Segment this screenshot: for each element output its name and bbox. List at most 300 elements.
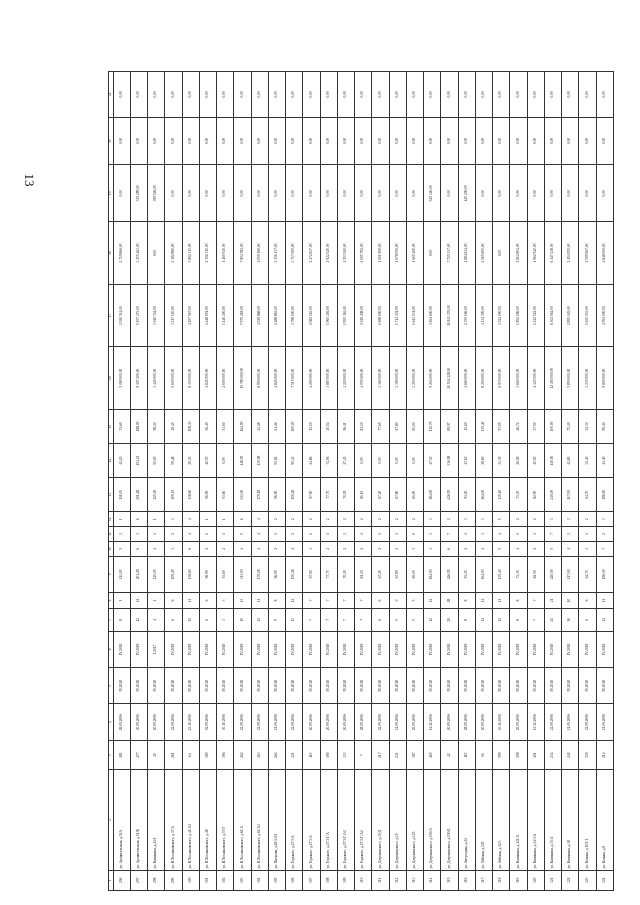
table-cell: 0,00	[544, 117, 561, 165]
table-cell: 77,75	[320, 478, 337, 512]
table-cell: 21.09.2006	[268, 704, 285, 740]
table-cell: 22.09.2006	[286, 704, 303, 740]
table-cell: 0,00	[389, 444, 406, 478]
table-cell: 0,00	[475, 165, 492, 222]
table-cell: 82,50	[527, 478, 544, 512]
table-cell: 02.09.2006	[199, 704, 216, 740]
table-cell: 309	[337, 870, 354, 890]
table-cell: 1 884 634,00	[458, 222, 475, 285]
table-cell: 164,90	[234, 409, 251, 443]
table-cell: 1	[199, 512, 216, 527]
table-cell: IV.2018	[268, 668, 285, 704]
table-cell: 5 080 000,00	[113, 347, 130, 410]
table-cell: 0,00	[234, 72, 251, 118]
table-cell: 0,00	[217, 444, 234, 478]
table-cell: 64,70	[579, 478, 596, 512]
table-cell: 465	[424, 740, 441, 770]
table-cell: 28.09.2006	[355, 704, 372, 740]
table-cell: 5	[234, 527, 251, 542]
table-cell: 7 804 782,00	[234, 222, 251, 285]
table-row	[372, 72, 389, 891]
address-cell: ул. В.Хохлаковского, д.48	[199, 770, 216, 870]
table-cell: 1	[372, 527, 389, 542]
table-cell: 136,70	[424, 409, 441, 443]
table-row	[303, 72, 320, 891]
table-cell: 303	[234, 870, 251, 890]
table-cell: 0,00	[251, 117, 268, 165]
table-cell: IV.2018	[303, 631, 320, 667]
table-cell: 96,90	[268, 478, 285, 512]
table-cell: 30.09.2006	[130, 704, 147, 740]
table-cell: 549 340,00	[424, 165, 441, 222]
table-cell: 4	[148, 541, 165, 556]
table-cell: 299	[165, 870, 182, 890]
table-cell: IV.2018	[493, 631, 510, 667]
table-cell: 0,00	[493, 165, 510, 222]
table-row	[234, 72, 251, 891]
table-cell: 0,00	[355, 72, 372, 118]
table-cell: 380	[199, 740, 216, 770]
table-cell: IV.2018	[441, 668, 458, 704]
table-row	[217, 72, 234, 891]
table-cell: 0,00	[165, 72, 182, 118]
table-cell: 0,00	[579, 165, 596, 222]
table-cell: 2 082 163,00	[303, 284, 320, 347]
table-cell: 4 290 000,00	[303, 347, 320, 410]
table-cell: 336,98	[441, 444, 458, 478]
table-cell: 4	[182, 512, 199, 527]
table-cell: 20,54	[320, 409, 337, 443]
table-cell: 201,28	[130, 478, 147, 512]
table-cell: 65,00	[406, 556, 423, 592]
table-cell: 25.09.2006	[406, 704, 423, 740]
table-cell: 7	[337, 593, 354, 609]
table-cell: 11	[182, 608, 199, 631]
table-cell: 3	[475, 512, 492, 527]
table-cell: 4	[251, 541, 268, 556]
table-cell: 23.10.2006	[182, 704, 199, 740]
table-cell: 0,00	[148, 117, 165, 165]
table-cell: 2	[199, 527, 216, 542]
table-cell: IV.2018	[510, 631, 527, 667]
table-cell: 240	[562, 740, 579, 770]
table-cell: 3	[165, 512, 182, 527]
table-cell: IV.2018	[424, 668, 441, 704]
table-cell: 1 643 531,00	[406, 284, 423, 347]
table-cell: 296	[113, 870, 130, 890]
table-cell: IV.2018	[251, 631, 268, 667]
table-cell: 90,32	[286, 444, 303, 478]
table-cell: 1	[562, 527, 579, 542]
table-cell: 2 122 522,00	[527, 284, 544, 347]
address-cell: ул. Конная, д.10/1/1	[579, 770, 596, 870]
table-cell: IV.2018	[217, 668, 234, 704]
table-cell: 64	[182, 740, 199, 770]
table-cell: 7 515 000,00	[286, 347, 303, 410]
table-cell: 0,00	[424, 117, 441, 165]
table-cell: 49,45	[165, 409, 182, 443]
table-cell: 2	[355, 512, 372, 527]
table-cell: 67,80	[389, 409, 406, 443]
address-cell: ул. В.Хохлаковского, д.37/А	[165, 770, 182, 870]
table-cell: 81,10	[355, 409, 372, 443]
table-cell: IV.2018	[268, 631, 285, 667]
table-cell: 0,00	[303, 117, 320, 165]
table-cell: 0,00	[596, 117, 613, 165]
table-cell: 0,00	[562, 72, 579, 118]
table-cell: 32,40	[579, 444, 596, 478]
table-cell: 1 678 050,00	[389, 222, 406, 285]
table-cell: 41,80	[562, 444, 579, 478]
column-number-3: 3	[109, 740, 114, 770]
table-cell: 2	[337, 512, 354, 527]
table-cell: 0,00	[113, 165, 130, 222]
table-cell: 6	[130, 512, 147, 527]
column-number-10: 10	[109, 541, 114, 556]
table-cell: 3 255 463,00	[130, 222, 147, 285]
table-cell: 7	[303, 608, 320, 631]
table-cell: 154,22	[130, 444, 147, 478]
table-cell: IV.2018	[199, 668, 216, 704]
table-cell: 14	[475, 608, 492, 631]
table-cell: 0,00	[406, 72, 423, 118]
table-cell: 97,90	[303, 478, 320, 512]
table-cell: 307	[303, 870, 320, 890]
table-cell: 1	[320, 527, 337, 542]
table-cell: 0,00	[372, 444, 389, 478]
table-cell: 96,99	[199, 478, 216, 512]
table-cell: 77,65	[372, 409, 389, 443]
table-cell: 3 798 000,00	[286, 284, 303, 347]
table-cell: IV.2018	[596, 668, 613, 704]
table-cell: 14	[596, 608, 613, 631]
table-cell: 300	[182, 870, 199, 890]
table-cell: 0,00	[320, 117, 337, 165]
table-cell: 164,00	[475, 478, 492, 512]
table-cell: 0,00	[579, 72, 596, 118]
table-cell: IV.2018	[251, 668, 268, 704]
table-cell: 6	[579, 593, 596, 609]
table-cell: 3 717 000,00	[286, 222, 303, 285]
table-row	[544, 72, 561, 891]
table-cell: 0,00	[182, 117, 199, 165]
table-cell: 70,29	[337, 556, 354, 592]
table-cell: 1	[113, 512, 130, 527]
table-cell: 5	[113, 541, 130, 556]
table-cell: 12	[286, 593, 303, 609]
table-cell: 2 382 880,00	[165, 222, 182, 285]
table-cell: 8	[458, 608, 475, 631]
table-cell: 5	[493, 541, 510, 556]
table-cell: 2 005 792,00	[355, 222, 372, 285]
table-cell: 231	[389, 740, 406, 770]
column-number-18: 18	[109, 222, 114, 285]
table-cell: 8 200 000,00	[475, 347, 492, 410]
table-cell: IV.2018	[406, 631, 423, 667]
table-cell: 0,00	[372, 117, 389, 165]
table-cell: 45	[148, 740, 165, 770]
column-number-4: 4	[109, 704, 114, 740]
table-cell: 12	[424, 608, 441, 631]
table-cell: 42	[441, 740, 458, 770]
table-cell: 27,45	[337, 444, 354, 478]
table-cell: IV.2018	[165, 631, 182, 667]
table-cell: 37,50	[527, 409, 544, 443]
table-cell: 0,00	[493, 117, 510, 165]
address-cell: ул. Загородная, д.22	[458, 770, 475, 870]
table-cell: 4	[286, 541, 303, 556]
table-cell: 15 780 000,00	[234, 347, 251, 410]
table-cell: 2 049 208,00	[355, 284, 372, 347]
table-cell: 1	[217, 512, 234, 527]
table-cell: 2	[199, 541, 216, 556]
table-cell: 0,00	[337, 165, 354, 222]
table-cell: 67,80	[389, 556, 406, 592]
table-cell: 1	[268, 527, 285, 542]
table-cell: I.2017	[148, 631, 165, 667]
table-cell: 28	[441, 593, 458, 609]
table-cell: 0,00	[286, 117, 303, 165]
table-cell: 9 204 000,00	[424, 347, 441, 410]
table-cell: IV.2018	[130, 631, 147, 667]
address-cell: ул. В.Хохлаковского, д.61/А	[234, 770, 251, 870]
table-cell: 7	[544, 527, 561, 542]
table-cell: 2	[337, 541, 354, 556]
table-cell: 7	[527, 593, 544, 609]
table-cell: 9 197 200,00	[130, 347, 147, 410]
table-cell: IV.2018	[182, 631, 199, 667]
table-cell: 3 040 744,00	[148, 284, 165, 347]
column-number-20: 20	[109, 117, 114, 165]
table-cell: 179,18	[251, 556, 268, 592]
table-cell: 164,00	[475, 556, 492, 592]
table-cell: 10	[562, 593, 579, 609]
table-cell: 1	[355, 527, 372, 542]
table-cell: 56,49	[199, 409, 216, 443]
table-cell: 138,60	[182, 478, 199, 512]
table-cell: 8	[510, 608, 527, 631]
table-cell: 3 250 000,00	[406, 347, 423, 410]
table-cell: 97,90	[303, 556, 320, 592]
table-cell: 2 855 045,00	[562, 284, 579, 347]
table-cell: 0,00	[320, 72, 337, 118]
address-cell: ул. Конная, д.8	[596, 770, 613, 870]
table-cell: 0,00	[251, 72, 268, 118]
table-cell: 3 360 000,00	[372, 347, 389, 410]
table-cell: 2	[389, 541, 406, 556]
table-cell: 4	[562, 541, 579, 556]
table-cell: 3 440 000,00	[148, 347, 165, 410]
table-cell: 0,00	[493, 222, 510, 285]
table-cell: 2	[286, 527, 303, 542]
table-cell: 0,00	[527, 117, 544, 165]
table-cell: 318	[493, 870, 510, 890]
table-cell: 2 355 166,00	[458, 284, 475, 347]
table-cell: 0,00	[130, 117, 147, 165]
table-cell: 2	[596, 527, 613, 542]
table-cell: IV.2018	[286, 631, 303, 667]
table-cell: 11	[251, 593, 268, 609]
table-cell: 1	[113, 593, 130, 609]
table-cell: 125,00	[148, 478, 165, 512]
table-cell: IV.2018	[475, 668, 492, 704]
table-cell: 4	[493, 527, 510, 542]
table-cell: IV.2018	[130, 668, 147, 704]
table-cell: IV.2018	[165, 668, 182, 704]
table-cell: 1	[579, 527, 596, 542]
table-cell: 53,60	[217, 478, 234, 512]
table-cell: IV.2018	[286, 668, 303, 704]
table-cell: 2 272 837,00	[303, 222, 320, 285]
table-cell: 0,00	[251, 165, 268, 222]
table-cell: 3	[303, 541, 320, 556]
table-row	[130, 72, 147, 891]
table-cell: 0,00	[406, 165, 423, 222]
table-cell: IV.2018	[217, 631, 234, 667]
table-cell: 4 125 000,00	[527, 347, 544, 410]
table-cell: 7 725 337,00	[441, 222, 458, 285]
table-cell: 33,30	[493, 444, 510, 478]
table-cell: 1	[148, 527, 165, 542]
table-cell: 20.09.2006	[320, 704, 337, 740]
table-cell: 426,95	[441, 478, 458, 512]
table-cell: IV.2018	[355, 668, 372, 704]
table-cell: 240,00	[544, 556, 561, 592]
table-cell: 1 126 200,00	[217, 284, 234, 347]
table-cell: 6 302 562,00	[544, 284, 561, 347]
table-cell: 2 719 866,00	[113, 222, 130, 285]
table-cell: 3	[562, 512, 579, 527]
table-cell: 12	[130, 593, 147, 609]
table-cell: 1 962 940,00	[527, 222, 544, 285]
table-cell: 81,10	[355, 478, 372, 512]
table-cell: 22.09.2006	[544, 704, 561, 740]
table-cell: 0,00	[337, 72, 354, 118]
address-cell: ул. Пионова, д.28/1/АЗ	[268, 770, 285, 870]
table-cell: IV.2018	[527, 668, 544, 704]
table-cell: 264	[268, 740, 285, 770]
table-cell: 11 843 355,00	[441, 284, 458, 347]
table-cell: 179,18	[251, 478, 268, 512]
table-cell: 401	[527, 740, 544, 770]
table-row	[165, 72, 182, 891]
table-cell: 25.09.2006	[510, 704, 527, 740]
table-cell: 420 200,00	[458, 165, 475, 222]
table-cell: 0,00	[424, 222, 441, 285]
table-cell: 98,20	[148, 409, 165, 443]
table-cell: 41,20	[113, 444, 130, 478]
table-cell: 117,00	[562, 478, 579, 512]
table-cell: 1	[510, 527, 527, 542]
table-cell: 317	[475, 870, 492, 890]
table-cell: 21	[544, 593, 561, 609]
table-cell: 6 970 000,00	[493, 347, 510, 410]
table-cell: 0,00	[579, 117, 596, 165]
table-cell: 4 055 000,00	[355, 347, 372, 410]
table-cell: 261	[165, 740, 182, 770]
table-cell: 7	[320, 608, 337, 631]
address-cell: ул. Зейская, д.12/3	[493, 770, 510, 870]
table-cell: IV.2018	[458, 668, 475, 704]
column-number-7: 7	[109, 608, 114, 631]
table-cell: 0,00	[406, 117, 423, 165]
table-cell: 12	[424, 593, 441, 609]
table-cell: 1	[217, 527, 234, 542]
address-cell: ул. Архангельская, д.51А	[113, 770, 130, 870]
table-cell: 3	[217, 608, 234, 631]
table-cell: 1	[148, 512, 165, 527]
table-cell: 6	[165, 593, 182, 609]
table-cell: 3	[544, 512, 561, 527]
table-cell: 0,00	[544, 72, 561, 118]
table-cell: 324	[596, 870, 613, 890]
table-cell: 0,00	[562, 165, 579, 222]
table-cell: 82,50	[527, 556, 544, 592]
table-cell: 6	[165, 608, 182, 631]
table-row	[286, 72, 303, 891]
table-cell: 3 665 000,00	[510, 347, 527, 410]
table-cell: 4 059 160,00	[251, 222, 268, 285]
table-cell: 8	[268, 593, 285, 609]
table-cell: 3 235 000,00	[579, 347, 596, 410]
table-cell: 0,00	[268, 72, 285, 118]
table-cell: 28.09.2006	[458, 704, 475, 740]
table-cell: IV.2018	[562, 631, 579, 667]
table-cell: 74,60	[113, 409, 130, 443]
table-cell: 321	[544, 870, 561, 890]
table-cell: 315	[441, 870, 458, 890]
table-cell: 1 922 520,00	[320, 222, 337, 285]
table-cell: 64,70	[579, 556, 596, 592]
table-cell: 1 651 900,00	[372, 222, 389, 285]
table-cell: 4	[182, 527, 199, 542]
table-cell: 311	[372, 870, 389, 890]
table-cell: 4	[475, 541, 492, 556]
table-cell: 61,46	[268, 409, 285, 443]
table-cell: 22.09.2006	[579, 704, 596, 740]
table-cell: IV.2018	[475, 631, 492, 667]
table-cell: 426,95	[441, 556, 458, 592]
table-cell: 6	[199, 593, 216, 609]
table-cell: 0,00	[424, 72, 441, 118]
table-cell: 13	[234, 593, 251, 609]
table-cell: 2	[406, 512, 423, 527]
table-cell: 0,00	[268, 117, 285, 165]
table-cell: 135,40	[475, 409, 492, 443]
table-cell: 73,30	[510, 478, 527, 512]
column-number-15: 15	[109, 409, 114, 443]
table-cell: 4	[234, 541, 251, 556]
table-cell: 3	[579, 541, 596, 556]
table-cell: 109,49	[165, 556, 182, 592]
table-cell: 0,00	[389, 117, 406, 165]
table-cell: 6	[579, 608, 596, 631]
table-cell: 2	[165, 527, 182, 542]
table-cell: 100,00	[544, 409, 561, 443]
table-cell: 0,00	[268, 165, 285, 222]
table-cell: 0,00	[199, 117, 216, 165]
table-cell: 67,20	[372, 478, 389, 512]
address-cell: ул. Горького, д.27/3/Г/А2	[355, 770, 372, 870]
table-cell: 217	[372, 740, 389, 770]
table-cell: 0,00	[596, 72, 613, 118]
table-cell: 196,00	[596, 478, 613, 512]
table-cell: 201,28	[130, 556, 147, 592]
table-cell: 2	[320, 541, 337, 556]
table-cell: 1 712 301,00	[389, 284, 406, 347]
table-cell: 297	[130, 870, 147, 890]
table-cell: 0,00	[475, 117, 492, 165]
